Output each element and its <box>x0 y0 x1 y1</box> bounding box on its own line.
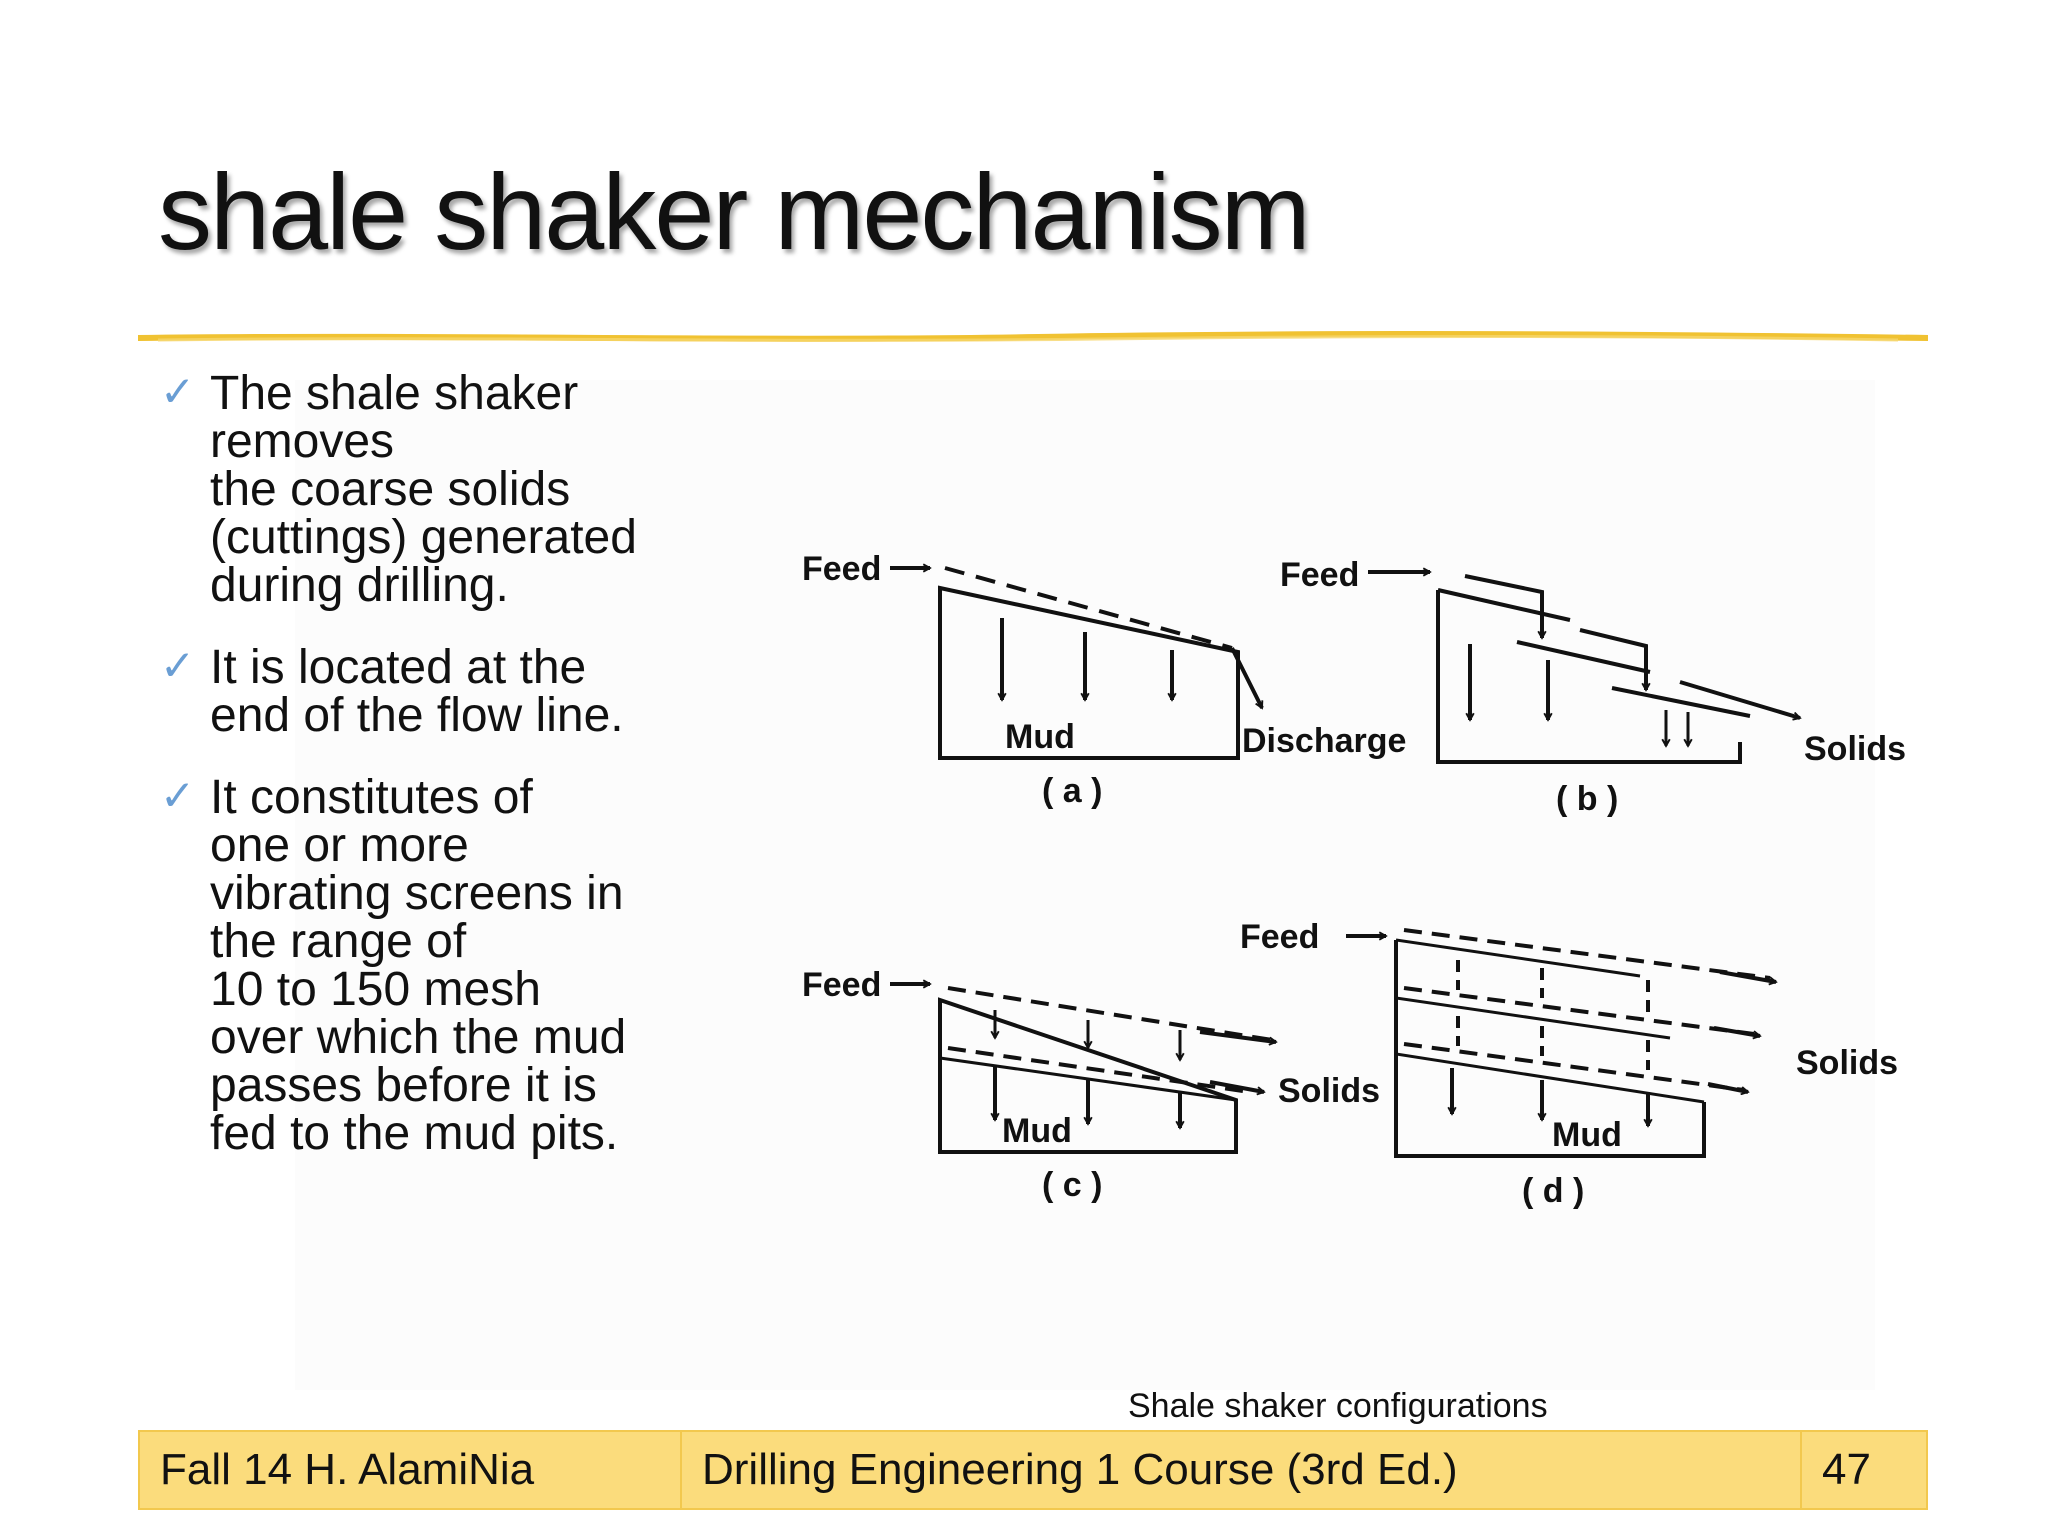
bullet-line: It is located at the <box>210 641 587 694</box>
bullet-line: vibrating screens in <box>210 867 624 920</box>
bullet-item <box>160 367 720 612</box>
bullet-line: over which the mud <box>210 1011 627 1064</box>
check-icon: ✓ <box>160 641 196 690</box>
bullet-line: 10 to 150 mesh <box>210 963 541 1016</box>
label-b: ( b ) <box>1556 780 1619 818</box>
check-icon: ✓ <box>160 771 196 820</box>
figure-caption: Shale shaker configurations <box>1128 1387 1548 1425</box>
label-d: ( d ) <box>1522 1172 1585 1210</box>
footer-course: Drilling Engineering 1 Course (3rd Ed.) <box>680 1432 1800 1508</box>
config-c <box>802 966 1380 1204</box>
bullet-line: The shale shaker <box>210 367 579 420</box>
check-icon: ✓ <box>160 367 196 416</box>
label-solids-d: Solids <box>1796 1044 1899 1082</box>
label-mud-d: Mud <box>1552 1116 1622 1154</box>
title-divider <box>138 330 1928 346</box>
label-c: ( c ) <box>1042 1166 1103 1204</box>
bullet-line: fed to the mud pits. <box>210 1107 619 1160</box>
bullet-line: during drilling. <box>210 559 509 612</box>
label-feed-d: Feed <box>1240 918 1320 956</box>
footer-bar <box>138 1430 1928 1510</box>
label-solids-b: Solids <box>1804 730 1907 768</box>
shale-shaker-diagram <box>780 520 1940 1240</box>
bullet-line: one or more <box>210 819 469 872</box>
label-mud-a: Mud <box>1005 718 1075 756</box>
bullet-item <box>160 641 720 742</box>
bullet-line: removes <box>210 415 395 468</box>
bullet-line: (cuttings) generated <box>210 511 637 564</box>
label-feed-c: Feed <box>802 966 882 1004</box>
label-feed-b: Feed <box>1280 556 1360 594</box>
bullet-line: end of the flow line. <box>210 689 624 742</box>
config-b <box>1280 556 1906 818</box>
bullet-line: the range of <box>210 915 467 968</box>
label-discharge: Discharge <box>1242 722 1407 760</box>
bullet-item <box>160 771 720 1160</box>
page-number: 47 <box>1800 1432 1926 1508</box>
bullet-list <box>160 367 720 1192</box>
bullet-line: the coarse solids <box>210 463 571 516</box>
label-mud-c: Mud <box>1002 1112 1072 1150</box>
config-d <box>1240 918 1898 1210</box>
label-a: ( a ) <box>1042 772 1103 810</box>
page-title: shale shaker mechanism <box>158 151 1309 272</box>
bullet-line: passes before it is <box>210 1059 597 1112</box>
label-feed-a: Feed <box>802 550 882 588</box>
footer-author: Fall 14 H. AlamiNia <box>160 1445 535 1494</box>
label-solids-c: Solids <box>1278 1072 1381 1110</box>
bullet-line: It constitutes of <box>210 771 533 824</box>
